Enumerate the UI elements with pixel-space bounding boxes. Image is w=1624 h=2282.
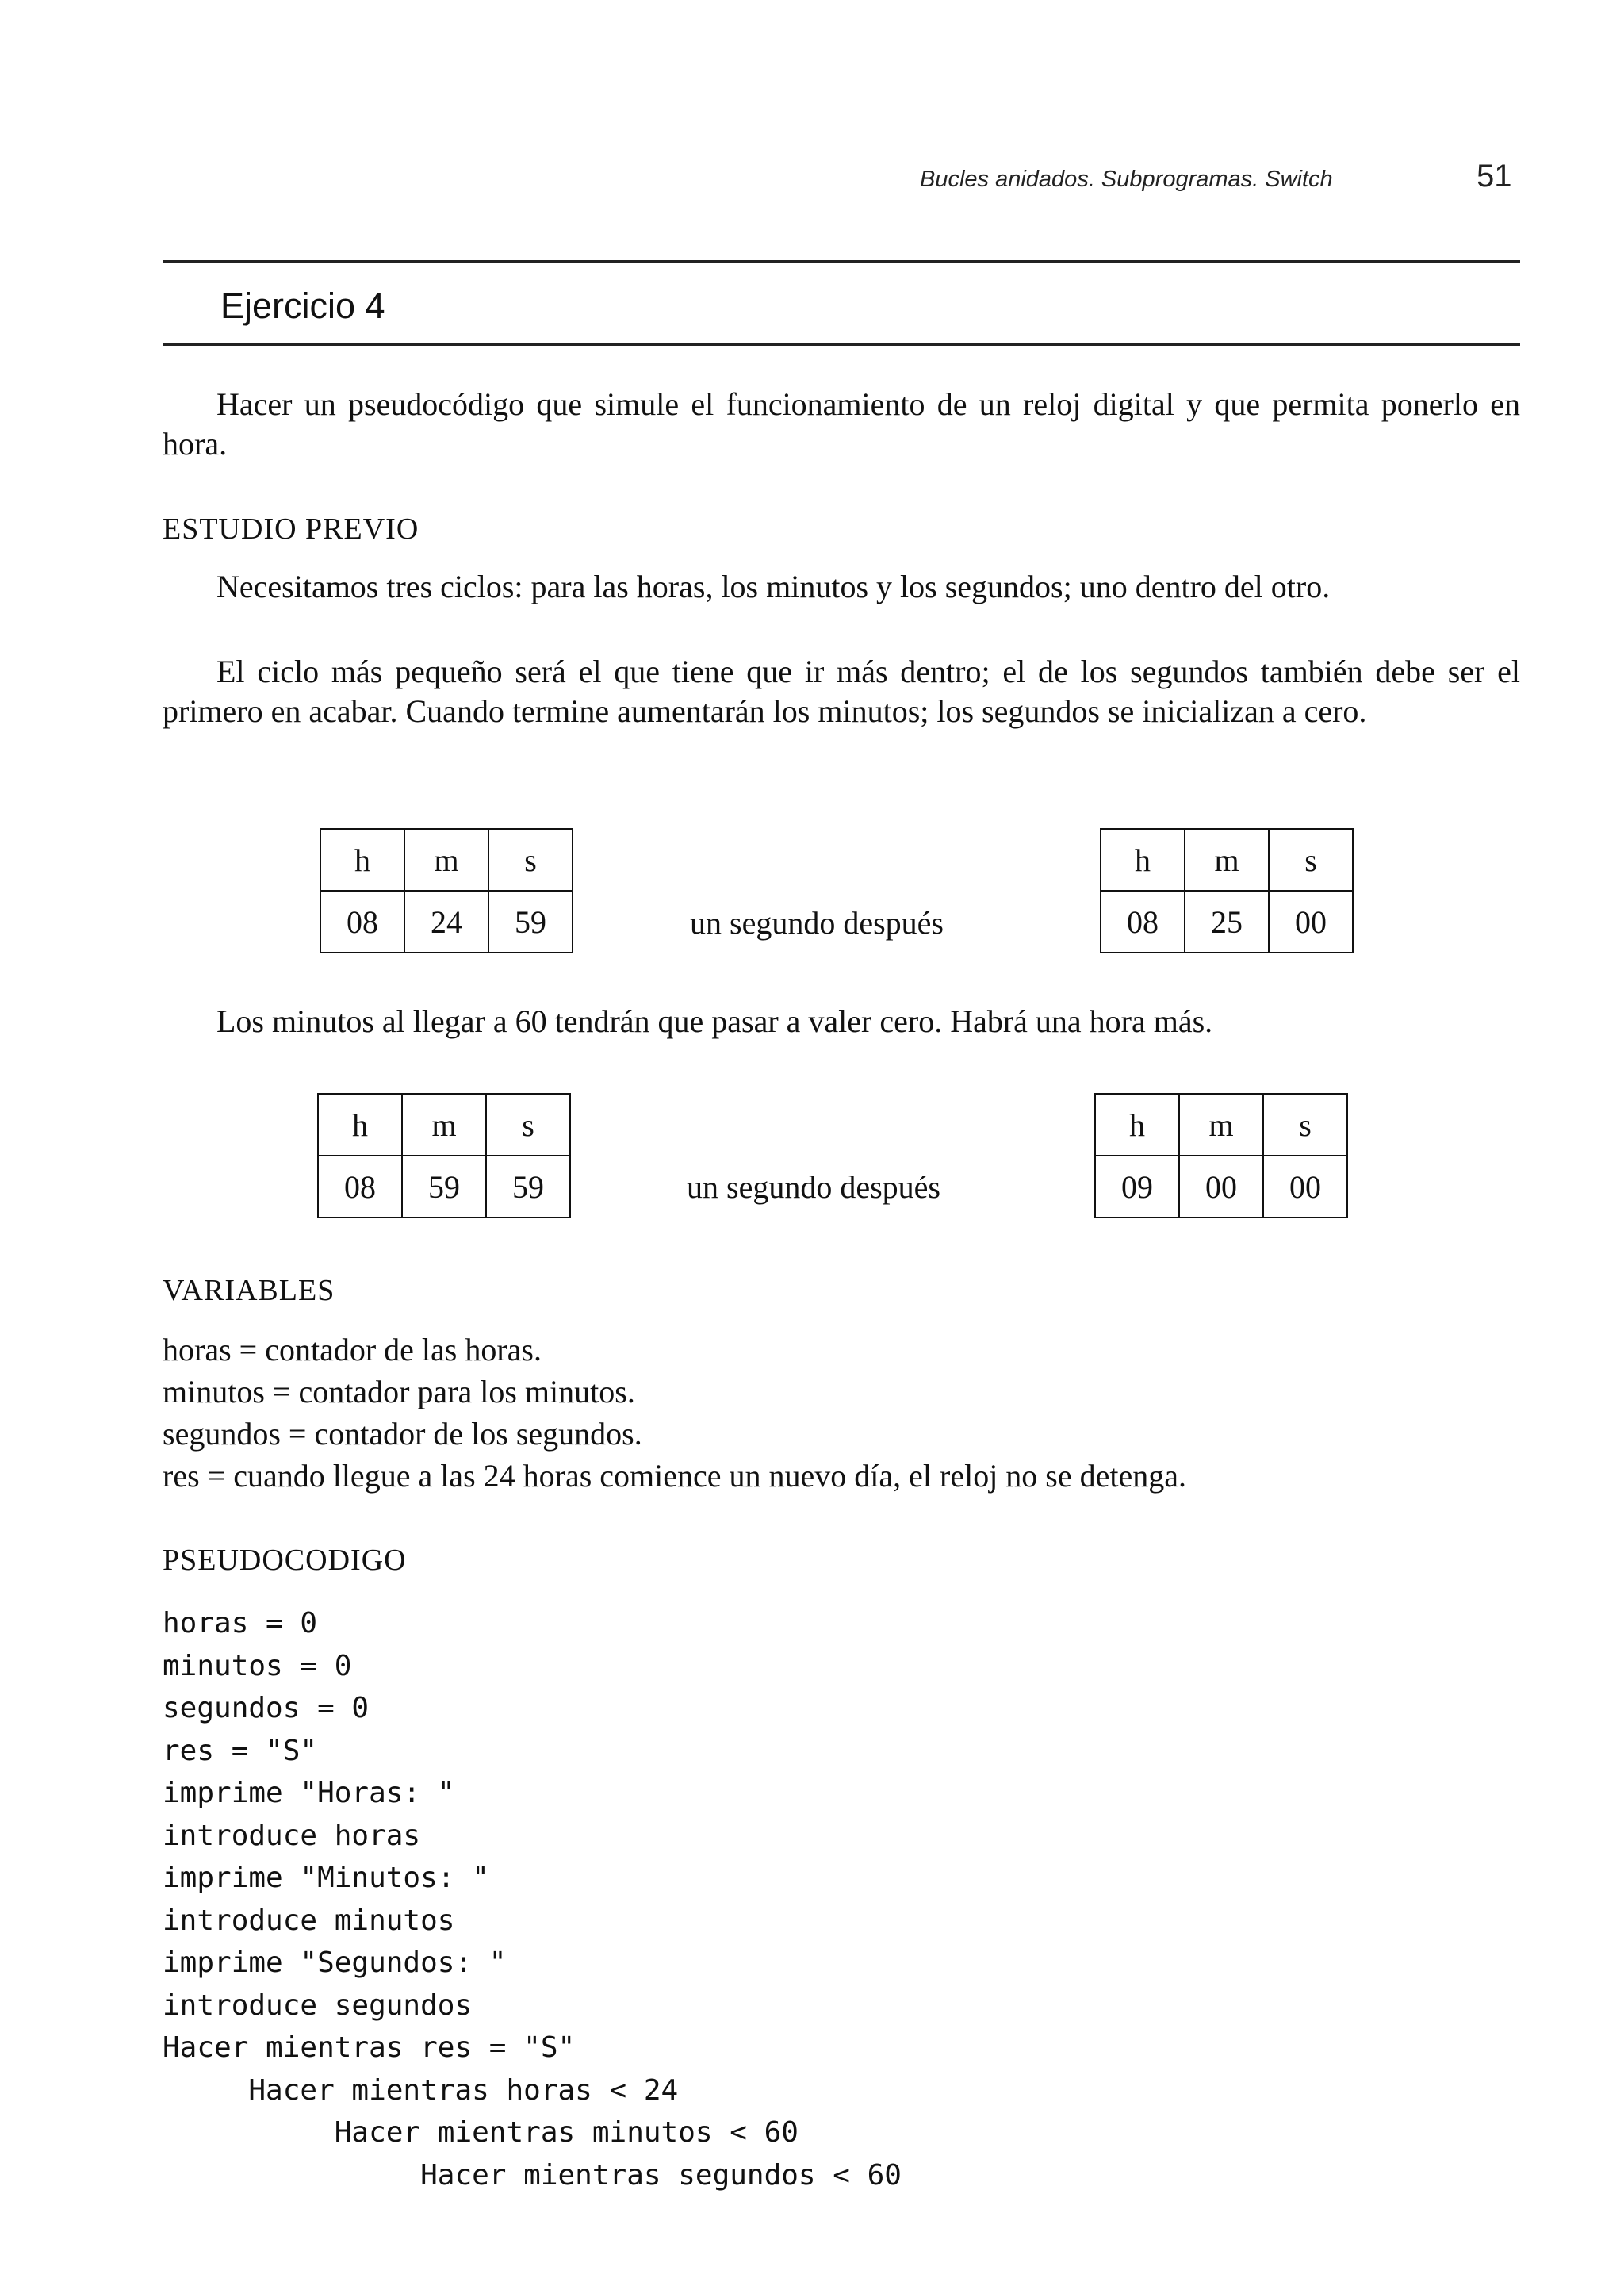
estudio-previo-p1: [163, 567, 1520, 607]
code-line: horas = 0: [163, 1607, 318, 1640]
value-s: 00: [1263, 1156, 1347, 1218]
code-line: imprime "Horas: ": [163, 1777, 455, 1809]
after-label-1: un segundo después: [690, 905, 944, 941]
header-h: h: [320, 829, 404, 891]
exercise-statement-text: Hacer un pseudocódigo que simule el funcionamiento de un reloj digital y que permita ponerlo en hora.: [163, 386, 1520, 462]
header-s: s: [488, 829, 573, 891]
header-m: m: [1185, 829, 1269, 891]
value-m: 24: [404, 891, 488, 953]
value-s: 59: [488, 891, 573, 953]
exercise-title: Ejercicio 4: [220, 286, 385, 326]
header-s: s: [1263, 1094, 1347, 1156]
code-line: introduce minutos: [163, 1904, 455, 1937]
header-s: s: [1269, 829, 1353, 891]
code-line: minutos = 0: [163, 1649, 352, 1682]
header-h: h: [1095, 1094, 1179, 1156]
header-s: s: [486, 1094, 570, 1156]
code-line: imprime "Minutos: ": [163, 1862, 489, 1894]
value-s: 59: [486, 1156, 570, 1218]
estudio-previo-heading: ESTUDIO PREVIO: [163, 512, 419, 546]
value-m: 00: [1179, 1156, 1263, 1218]
code-line: introduce segundos: [163, 1989, 473, 2022]
p3-text: Los minutos al llegar a 60 tendrán que pasar a valer cero. Habrá una hora más.: [216, 1003, 1213, 1039]
header-h: h: [1101, 829, 1185, 891]
clock-table-before-2: [317, 1093, 571, 1218]
top-rule: [163, 260, 1520, 263]
value-m: 59: [402, 1156, 486, 1218]
header-m: m: [1179, 1094, 1263, 1156]
p2-text: El ciclo más pequeño será el que tiene que ir más dentro; el de los segundos también debe ser el primero en acabar. Cuando termine aumentarán los minutos; los segundos se inicializan a cero.: [163, 654, 1520, 729]
value-m: 25: [1185, 891, 1269, 953]
clock-table-after-1: [1100, 828, 1354, 953]
variable-line: segundos = contador de los segundos.: [163, 1416, 642, 1452]
estudio-previo-p2: [163, 652, 1520, 731]
code-line: imprime "Segundos: ": [163, 1946, 507, 1979]
variable-line: minutos = contador para los minutos.: [163, 1374, 635, 1409]
estudio-previo-p3: [163, 1002, 1471, 1041]
header-h: h: [318, 1094, 402, 1156]
clock-table-after-2: [1094, 1093, 1348, 1218]
value-s: 00: [1269, 891, 1353, 953]
value-h: 08: [318, 1156, 402, 1218]
header-m: m: [404, 829, 488, 891]
code-line: introduce horas: [163, 1819, 421, 1852]
value-h: 08: [1101, 891, 1185, 953]
variable-line: horas = contador de las horas.: [163, 1332, 542, 1367]
header-m: m: [402, 1094, 486, 1156]
p1-text: Necesitamos tres ciclos: para las horas, los minutos y los segundos; uno dentro del otro.: [216, 569, 1331, 604]
pseudocode-heading: PSEUDOCODIGO: [163, 1544, 407, 1577]
variables-heading: VARIABLES: [163, 1274, 335, 1307]
code-line: Hacer mientras minutos < 60: [163, 2116, 799, 2149]
pseudocode-block: [163, 1602, 902, 2196]
code-line: res = "S": [163, 1734, 318, 1767]
code-line: segundos = 0: [163, 1692, 370, 1724]
after-label-2: un segundo después: [687, 1169, 940, 1205]
value-h: 08: [320, 891, 404, 953]
code-line: Hacer mientras res = "S": [163, 2031, 576, 2064]
exercise-statement: [163, 385, 1520, 464]
code-line: Hacer mientras segundos < 60: [163, 2158, 902, 2192]
running-head: Bucles anidados. Subprogramas. Switch: [920, 167, 1333, 192]
page-number: 51: [1477, 159, 1512, 194]
clock-table-before-1: [320, 828, 573, 953]
bottom-rule: [163, 343, 1520, 346]
value-h: 09: [1095, 1156, 1179, 1218]
code-line: Hacer mientras horas < 24: [163, 2073, 679, 2107]
variable-line: res = cuando llegue a las 24 horas comience un nuevo día, el reloj no se detenga.: [163, 1458, 1186, 1494]
